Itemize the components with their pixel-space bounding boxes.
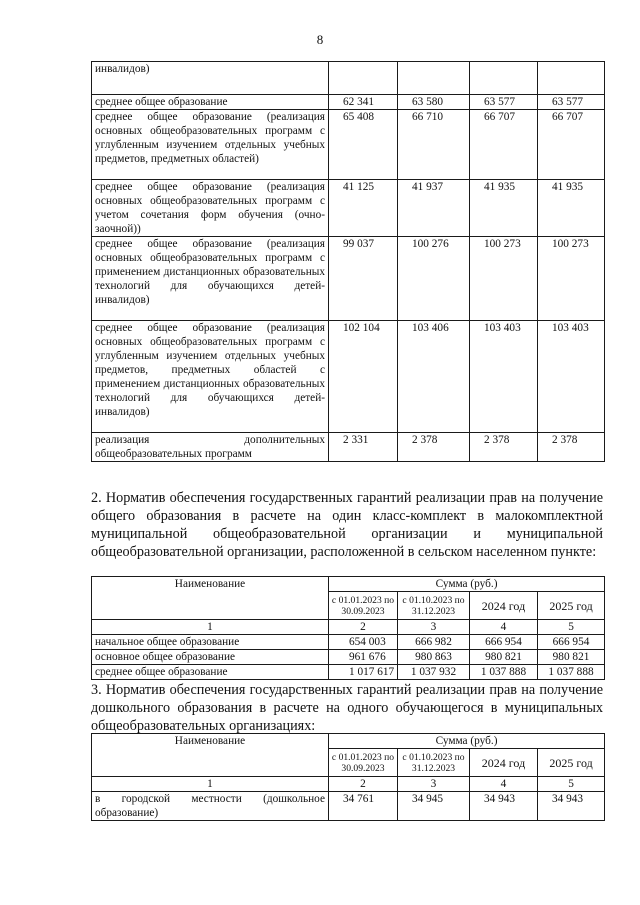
table-row — [92, 237, 605, 321]
row-name-cell: среднее общее образование (реализация основных общеобразовательных программ с применением дистанционных образовательных технологий для обучающихся детей-инвалидов) — [92, 237, 329, 321]
value-cell: 34 943 — [538, 792, 605, 821]
value-cell: 99 037 — [329, 237, 398, 321]
row-name-cell: среднее общее образование (реализация основных общеобразовательных программ с углубленным изучением отдельных учебных предметов, предметных областей с применением дистанционных образовательных технологий для обучающихся детей-инвалидов) — [92, 321, 329, 433]
value-cell: 666 954 — [538, 635, 605, 650]
value-cell: 66 710 — [398, 110, 470, 180]
table-row — [92, 635, 605, 650]
table-row — [92, 433, 605, 462]
value-cell — [398, 62, 470, 95]
row-name-cell: инвалидов) — [92, 62, 329, 95]
value-cell: 63 577 — [538, 95, 605, 110]
value-cell: 41 125 — [329, 180, 398, 237]
row-name-cell: в городской местности (дошкольное образование) — [92, 792, 329, 821]
value-cell: 63 580 — [398, 95, 470, 110]
header-year-2024: 2024 год — [470, 749, 538, 777]
column-index-cell: 5 — [538, 777, 605, 792]
page-number: 8 — [316, 32, 324, 47]
table-row — [92, 95, 605, 110]
column-index-cell: 3 — [398, 620, 470, 635]
table-row — [92, 110, 605, 180]
value-cell: 66 707 — [470, 110, 538, 180]
section-3-paragraph: 3. Норматив обеспечения государственных гарантий реализации прав на получение дошкольного образования в расчете на одного обучающегося в муниципальных общеобразовательных организациях: — [91, 682, 603, 734]
row-name-cell: среднее общее образование (реализация основных общеобразовательных программ с углубленным изучением отдельных учебных предметов, предметных областей) — [92, 110, 329, 180]
value-cell: 103 406 — [398, 321, 470, 433]
column-index-row — [92, 777, 605, 792]
header-year-2024: 2024 год — [470, 592, 538, 620]
value-cell: 1 037 932 — [398, 665, 470, 680]
preschool-norms-table — [91, 733, 605, 821]
value-cell: 34 761 — [329, 792, 398, 821]
header-sum-cell: Сумма (руб.) — [329, 734, 605, 749]
row-name-cell: среднее общее образование — [92, 95, 329, 110]
value-cell: 666 982 — [398, 635, 470, 650]
value-cell: 62 341 — [329, 95, 398, 110]
value-cell: 1 037 888 — [538, 665, 605, 680]
value-cell: 961 676 — [329, 650, 398, 665]
value-cell: 1 037 888 — [470, 665, 538, 680]
value-cell: 103 403 — [538, 321, 605, 433]
table-row — [92, 792, 605, 821]
value-cell — [329, 62, 398, 95]
header-name-cell: Наименование — [92, 577, 329, 620]
value-cell: 41 935 — [470, 180, 538, 237]
row-name-cell: реализация дополнительных общеобразовательных программ — [92, 433, 329, 462]
header-period-1: с 01.01.2023 по 30.09.2023 — [329, 592, 398, 620]
header-period-1: с 01.01.2023 по 30.09.2023 — [329, 749, 398, 777]
value-cell: 102 104 — [329, 321, 398, 433]
header-sum-cell: Сумма (руб.) — [329, 577, 605, 592]
value-cell: 100 276 — [398, 237, 470, 321]
row-name-cell: начальное общее образование — [92, 635, 329, 650]
value-cell: 66 707 — [538, 110, 605, 180]
column-index-cell: 4 — [470, 777, 538, 792]
table-row — [92, 321, 605, 433]
header-name-cell: Наименование — [92, 734, 329, 777]
value-cell: 980 821 — [470, 650, 538, 665]
header-period-2: с 01.10.2023 по 31.12.2023 — [398, 592, 470, 620]
value-cell: 63 577 — [470, 95, 538, 110]
value-cell: 103 403 — [470, 321, 538, 433]
row-name-cell: среднее общее образование — [92, 665, 329, 680]
header-year-2025: 2025 год — [538, 749, 605, 777]
value-cell: 100 273 — [538, 237, 605, 321]
table-row — [92, 665, 605, 680]
value-cell: 41 935 — [538, 180, 605, 237]
column-index-cell: 2 — [329, 620, 398, 635]
class-complect-norms-table — [91, 576, 605, 680]
table-row — [92, 650, 605, 665]
row-name-cell: основное общее образование — [92, 650, 329, 665]
value-cell: 980 863 — [398, 650, 470, 665]
section-2-paragraph: 2. Норматив обеспечения государственных гарантий реализации прав на получение общего образования в расчете на один класс-комплект в малокомплектной муниципальной общеобразовательной организации и муниципальной общеобразовательной организации, расположенной в сельском населенном пункте: — [91, 490, 603, 560]
value-cell: 100 273 — [470, 237, 538, 321]
value-cell: 2 378 — [398, 433, 470, 462]
value-cell: 2 378 — [470, 433, 538, 462]
row-name-cell: среднее общее образование (реализация основных общеобразовательных программ с учетом сочетания форм обучения (очно-заочной)) — [92, 180, 329, 237]
value-cell — [470, 62, 538, 95]
value-cell: 65 408 — [329, 110, 398, 180]
header-year-2025: 2025 год — [538, 592, 605, 620]
value-cell: 2 331 — [329, 433, 398, 462]
value-cell: 1 017 617 — [329, 665, 398, 680]
column-index-cell: 3 — [398, 777, 470, 792]
column-index-cell: 1 — [92, 620, 329, 635]
value-cell: 980 821 — [538, 650, 605, 665]
value-cell: 654 003 — [329, 635, 398, 650]
column-index-cell: 2 — [329, 777, 398, 792]
header-period-2: с 01.10.2023 по 31.12.2023 — [398, 749, 470, 777]
value-cell: 2 378 — [538, 433, 605, 462]
column-index-cell: 4 — [470, 620, 538, 635]
value-cell — [538, 62, 605, 95]
value-cell: 34 945 — [398, 792, 470, 821]
value-cell: 41 937 — [398, 180, 470, 237]
column-index-row — [92, 620, 605, 635]
norms-continuation-table — [91, 61, 605, 462]
column-index-cell: 1 — [92, 777, 329, 792]
value-cell: 34 943 — [470, 792, 538, 821]
table-row — [92, 180, 605, 237]
column-index-cell: 5 — [538, 620, 605, 635]
value-cell: 666 954 — [470, 635, 538, 650]
table-row — [92, 62, 605, 95]
